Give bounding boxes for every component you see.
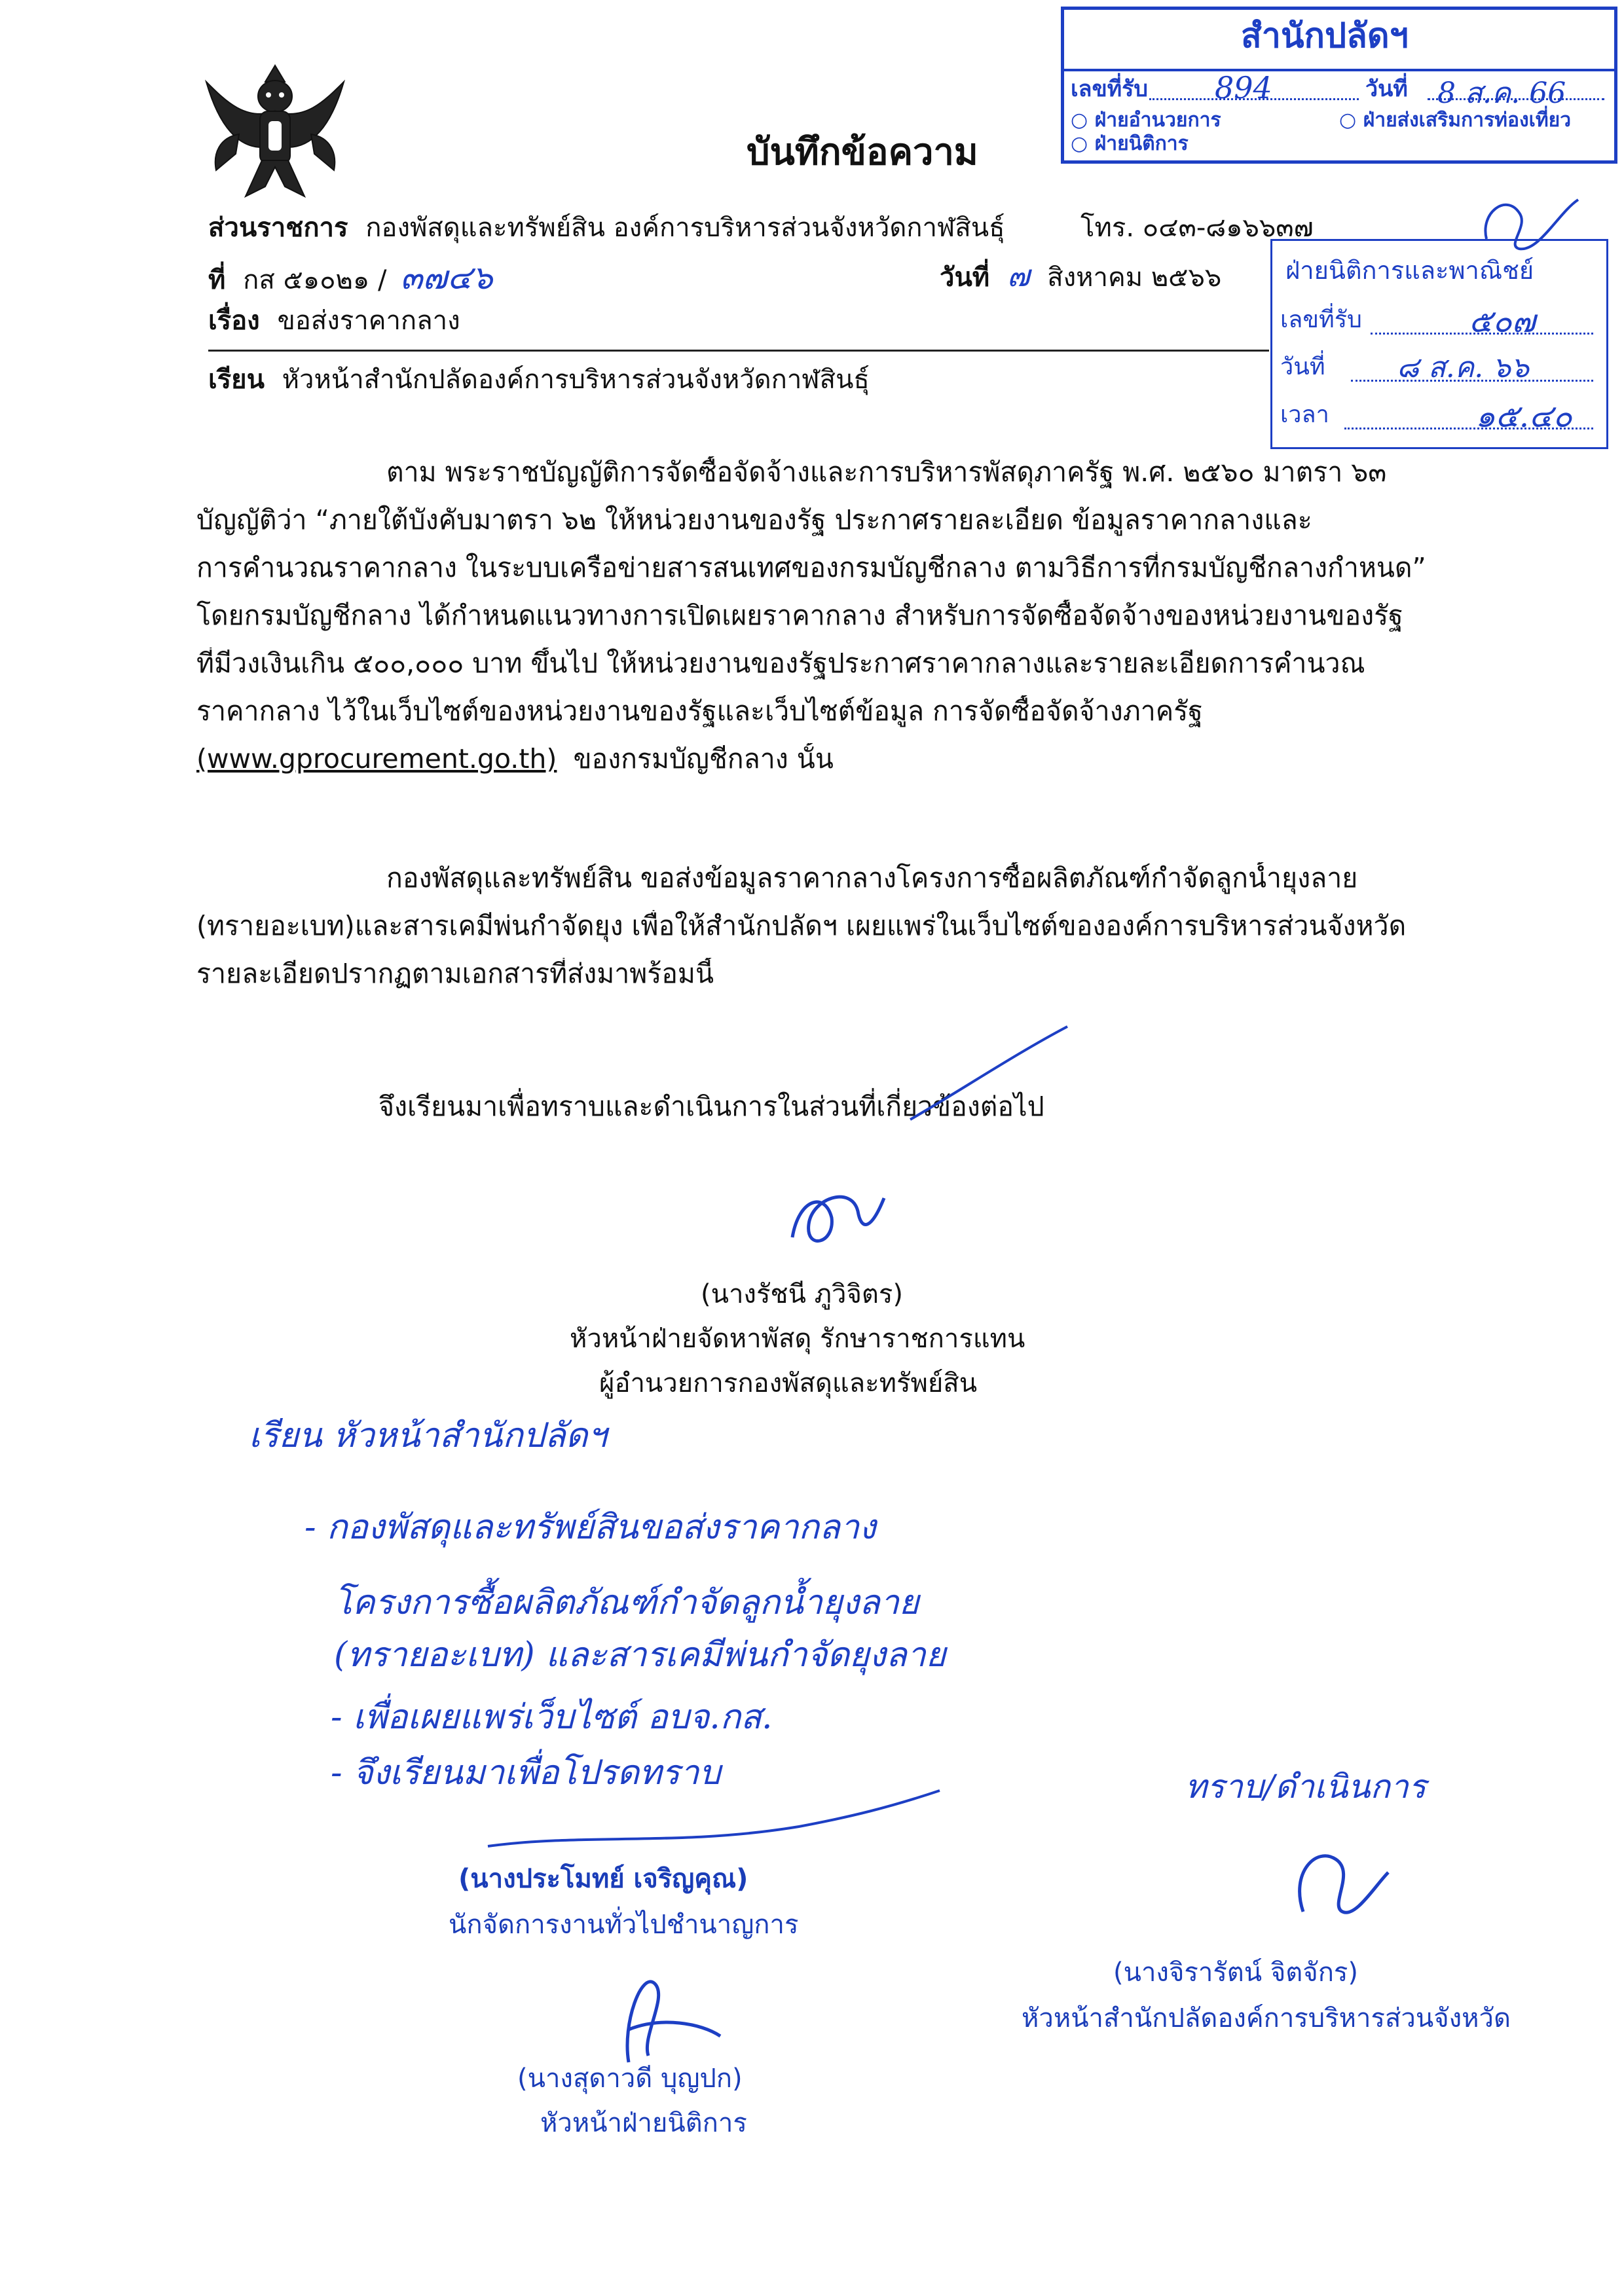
stamp-office-receipt-label: เลขที่รับ (1071, 76, 1148, 102)
signer-head-office-position: หัวหน้าสำนักปลัดองค์การบริหารส่วนจังหวัด (1022, 2003, 1511, 2033)
stamp-office-date-value: 8 ส.ค. 66 (1437, 77, 1566, 110)
reference-label: ที่ (208, 265, 226, 295)
paragraph-2-line: (ทรายอะเบท)และสารเคมีพ่นกำจัดยุง เพื่อให้สำนักปลัดฯ เผยแพร่ในเว็บไซต์ขององค์การบริหารส่วนจังหวัด (196, 910, 1407, 941)
stamp-legal-date-value: ๘ ส.ค. ๖๖ (1397, 351, 1530, 384)
stamp-legal-received (1270, 239, 1608, 449)
paragraph-1-line: โดยกรมบัญชีกลาง ได้กำหนดแนวทางการเปิดเผยราคากลาง สำหรับการจัดซื้อจัดจ้างของหน่วยงานของรัฐ (196, 600, 1403, 631)
paragraph-1-line: บัญญัติว่า “ภายใต้บังคับมาตรา ๖๒ ให้หน่วยงานของรัฐ ประกาศรายละเอียด ข้อมูลราคากลางและ (196, 504, 1312, 536)
circle-option-icon: ○ (1071, 132, 1088, 155)
pen-stroke (904, 1021, 1074, 1126)
stamp-office-option-2 (1339, 108, 1571, 133)
stamp-office-receipt-row (1071, 75, 1148, 103)
department-label: ส่วนราชการ (208, 213, 348, 243)
stamp-office-title: สำนักปลัดฯ (1241, 16, 1409, 56)
handwritten-minute-line: - เพื่อเผยแพร่เว็บไซต์ อบจ.กส. (331, 1698, 773, 1737)
gprocurement-link[interactable]: (www.gprocurement.go.th) (196, 743, 557, 774)
date-day-handwritten: ๗ (1006, 258, 1030, 293)
closing-line: จึงเรียนมาเพื่อทราบและดำเนินการในส่วนที่เกี่ยวข้องต่อไป (378, 1091, 1044, 1122)
date-rest: สิงหาคม ๒๕๖๖ (1047, 263, 1222, 293)
reference-row (208, 257, 493, 299)
paragraph-1-last-line (196, 743, 1441, 775)
paragraph-1-line: การคำนวณราคากลาง ในระบบเครือข่ายสารสนเทศของกรมบัญชีกลาง ตามวิธีการที่กรมบัญชีกลางกำหนด” (196, 552, 1426, 583)
option-3-label: ฝ่ายนิติการ (1094, 132, 1189, 155)
paragraph-2-line: กองพัสดุและทรัพย์สิน ขอส่งข้อมูลราคากลางโครงการซื้อผลิตภัณฑ์กำจัดลูกน้ำยุงลาย (386, 862, 1358, 894)
signer-head-legal-position: หัวหน้าฝ่ายนิติการ (540, 2108, 747, 2138)
phone-value: ๐๔๓-๘๑๖๖๓๗ (1142, 213, 1314, 243)
handwritten-minute-line: - กองพัสดุและทรัพย์สินขอส่งราคากลาง (304, 1508, 876, 1547)
stamp-legal-date-label: วันที่ (1280, 354, 1325, 380)
memo-title: บันทึกข้อความ (747, 131, 978, 173)
option-1-label: ฝ่ายอำนวยการ (1094, 109, 1221, 132)
date-row (940, 257, 1221, 295)
to-value: หัวหน้าสำนักปลัดองค์การบริหารส่วนจังหวัดกาฬสินธุ์ (282, 365, 870, 395)
to-label: เรียน (208, 365, 265, 395)
stamp-office-option-3 (1071, 132, 1189, 156)
signature-head-legal (602, 1958, 733, 2069)
paragraph-1-line: ตาม พระราชบัญญัติการจัดซื้อจัดจ้างและการบริหารพัสดุภาครัฐ พ.ศ. ๒๕๖๐ มาตรา ๖๓ (386, 456, 1387, 488)
subject-row (208, 304, 460, 337)
phone-label: โทร. (1080, 213, 1135, 243)
signer-head-office-name: (นางจิรารัตน์ จิตจักร) (1113, 1958, 1359, 1988)
signature-main (779, 1172, 897, 1264)
stamp-office-received (1061, 7, 1617, 164)
circle-option-icon: ○ (1071, 109, 1088, 132)
signatory-position-1: หัวหน้าฝ่ายจัดหาพัสดุ รักษาราชการแทน (570, 1324, 1025, 1354)
circle-option-icon: ○ (1339, 109, 1357, 132)
handwritten-minute-line: - จึงเรียนมาเพื่อโปรดทราบ (331, 1753, 721, 1793)
handwritten-minute-line: เรียน หัวหน้าสำนักปลัดฯ (249, 1416, 607, 1455)
paragraph-1-tail: ของกรมบัญชีกลาง นั้น (573, 743, 834, 774)
handwritten-minute-line: (ทรายอะเบท) และสารเคมีพ่นกำจัดยุงลาย (334, 1635, 946, 1675)
stamp-legal-receipt-label: เลขที่รับ (1280, 306, 1362, 333)
paragraph-2-line: รายละเอียดปรากฏตามเอกสารที่ส่งมาพร้อมนี้ (196, 958, 714, 989)
head-office-handwritten-note: ทราบ/ดำเนินการ (1185, 1768, 1426, 1806)
signer-nitikorn-name: (นางประโมทย์ เจริญคุณ) (458, 1864, 748, 1894)
to-row (208, 363, 870, 396)
signature-head-office (1283, 1833, 1395, 1925)
paragraph-1-line: ที่มีวงเงินเกิน ๕๐๐,๐๐๐ บาท ขึ้นไป ให้หน่วยงานของรัฐประกาศราคากลางและรายละเอียดการคำนวณ (196, 647, 1365, 679)
paragraph-1-line: ราคากลาง ไว้ในเว็บไซต์ของหน่วยงานของรัฐและเว็บไซต์ข้อมูล การจัดซื้อจัดจ้างภาครัฐ (196, 695, 1203, 727)
stamp-legal-time-value: ๑๕.๔๐ (1475, 398, 1572, 435)
signer-head-legal-name: (นางสุดาวดี บุญปก) (517, 2064, 743, 2094)
signer-nitikorn-position: นักจัดการงานทั่วไปชำนาญการ (449, 1910, 799, 1940)
stamp-office-receipt-number: 894 (1215, 70, 1272, 105)
header-divider (208, 350, 1269, 352)
stamp-legal-time-label: เวลา (1280, 401, 1329, 428)
stamp-legal-title: ฝ่ายนิติการและพาณิชย์ (1285, 256, 1534, 285)
reference-value: กส ๕๑๐๒๑ / (243, 265, 387, 295)
reference-number-handwritten: ๓๗๔๖ (400, 259, 493, 297)
signatory-name: (นางรัชนี ภูวิจิตร) (701, 1279, 903, 1309)
department-row (208, 211, 1005, 244)
stamp-legal-receipt-number: ๕๐๗ (1469, 303, 1536, 340)
signatory-position-2: ผู้อำนวยการกองพัสดุและทรัพย์สิน (599, 1368, 978, 1398)
stamp-office-date-label: วันที่ (1365, 76, 1408, 102)
initials-legal (1473, 187, 1585, 259)
subject-label: เรื่อง (208, 306, 260, 336)
subject-value: ขอส่งราคากลาง (277, 306, 460, 336)
handwritten-minute-line: โครงการซื้อผลิตภัณฑ์กำจัดลูกน้ำยุงลาย (334, 1583, 919, 1622)
garuda-emblem-icon (200, 56, 350, 206)
department-value: กองพัสดุและทรัพย์สิน องค์การบริหารส่วนจังหวัดกาฬสินธุ์ (365, 213, 1005, 243)
stamp-office-option-1 (1071, 108, 1221, 133)
option-2-label: ฝ่ายส่งเสริมการท่องเที่ยว (1363, 109, 1572, 132)
date-label: วันที่ (940, 263, 990, 293)
